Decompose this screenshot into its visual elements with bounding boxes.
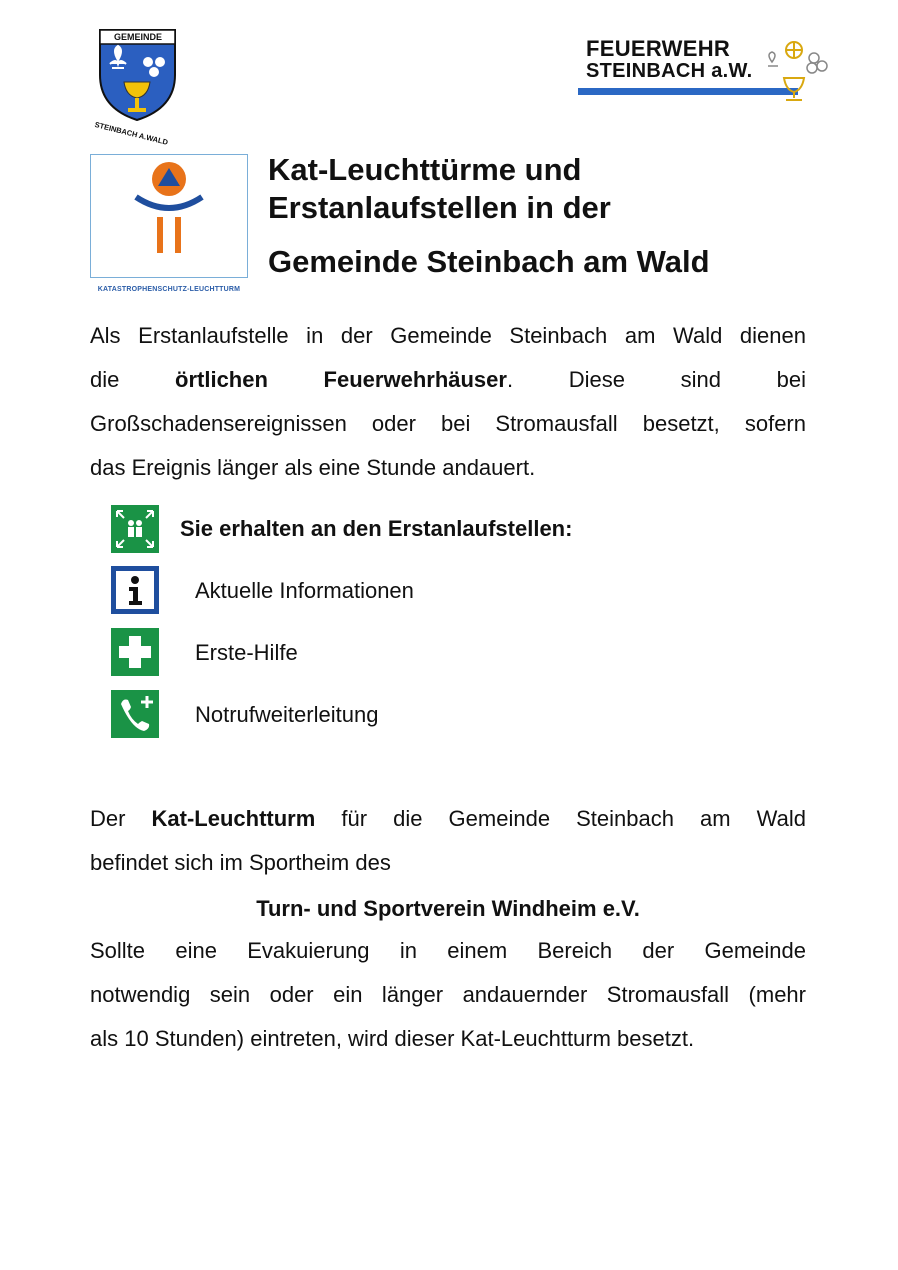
lighthouse-line-1-end: für die Gemeinde Steinbach am Wald: [341, 806, 806, 831]
lighthouse-line-2: befindet sich im Sportheim des: [90, 850, 391, 875]
lighthouse-line-1: [90, 797, 806, 841]
crest-bottom-text: STEINBACH A.WALD: [93, 120, 169, 147]
intro-word-die: die: [90, 367, 120, 392]
service-item-information: Aktuelle Informationen: [195, 578, 414, 603]
intro-line-1: Als Erstanlaufstelle in der Gemeinde Steinbach am Wald dienen: [90, 323, 806, 348]
evacuation-line-1: Sollte eine Evakuierung in einem Bereich der Gemeinde: [90, 938, 806, 963]
lighthouse-word-der: Der: [90, 806, 126, 831]
evacuation-line-2: notwendig sein oder ein länger andauernder Stromausfall (mehr: [90, 982, 806, 1007]
evacuation-line-3: als 10 Stunden) eintreten, wird dieser Kat-Leuchtturm besetzt.: [90, 1026, 695, 1051]
intro-paragraph: [90, 314, 806, 490]
lighthouse-highlight: Kat-Leuchtturm: [151, 806, 316, 831]
kat-logo-caption: KATASTROPHENSCHUTZ-LEUCHTTURM: [97, 286, 241, 293]
emergency-phone-icon: [111, 690, 159, 738]
page-title-line-1: Kat-Leuchttürme und: [268, 152, 582, 187]
lighthouse-paragraph: [90, 797, 806, 885]
fire-brigade-name: FEUERWEHR: [586, 36, 731, 61]
sports-club-name: Turn- und Sportverein Windheim e.V.: [256, 896, 640, 921]
evacuation-paragraph: [90, 929, 806, 1061]
intro-line-3: Großschadensereignissen oder bei Stromausfall besetzt, sofern: [90, 411, 806, 436]
page-title-line-3: Gemeinde Steinbach am Wald: [268, 244, 710, 279]
fire-brigade-town: STEINBACH a.W.: [586, 60, 753, 82]
first-aid-icon: [111, 628, 159, 676]
page-title-line-2: Erstanlaufstellen in der: [268, 190, 611, 225]
crest-top-text: GEMEINDE: [113, 32, 162, 42]
service-item-emergency-forwarding: Notrufweiterleitung: [195, 702, 379, 727]
municipal-crest-logo: [90, 20, 185, 147]
assembly-point-icon: [111, 505, 159, 553]
kat-lighthouse-logo: [90, 154, 248, 293]
intro-line-2-end: . Diese sind bei: [506, 367, 806, 392]
information-icon: [111, 566, 159, 614]
intro-highlight: örtlichen Feuerwehrhäuser: [175, 367, 507, 392]
fire-brigade-logo: [578, 38, 838, 106]
intro-line-2: [90, 358, 806, 402]
service-item-first-aid: Erste-Hilfe: [195, 640, 298, 665]
intro-line-4: das Ereignis länger als eine Stunde andauert.: [90, 455, 536, 480]
fire-brigade-emblem-icon: [764, 40, 834, 104]
services-heading: Sie erhalten an den Erstanlaufstellen:: [180, 516, 573, 541]
